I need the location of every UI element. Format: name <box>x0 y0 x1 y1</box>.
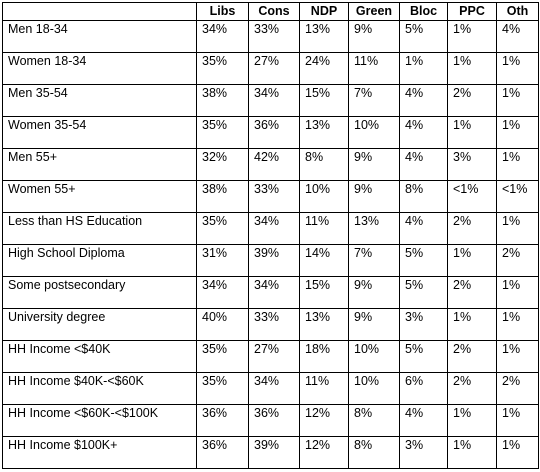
row-label: Women 18-34 <box>3 53 197 85</box>
value-cell: 1% <box>448 245 497 277</box>
value-cell: 33% <box>249 309 300 341</box>
value-cell: 34% <box>249 213 300 245</box>
value-cell: 4% <box>400 405 448 437</box>
value-cell: 9% <box>349 149 400 181</box>
value-cell: 10% <box>349 341 400 373</box>
value-cell: 2% <box>448 213 497 245</box>
value-cell: 18% <box>300 341 349 373</box>
value-cell: 1% <box>448 53 497 85</box>
value-cell: 7% <box>349 85 400 117</box>
column-header: NDP <box>300 3 349 21</box>
table-row <box>3 149 539 181</box>
value-cell: 8% <box>300 149 349 181</box>
value-cell: 8% <box>400 181 448 213</box>
value-cell: 1% <box>497 149 539 181</box>
table-row <box>3 117 539 149</box>
value-cell: 2% <box>448 277 497 309</box>
value-cell: 4% <box>400 213 448 245</box>
value-cell: 5% <box>400 21 448 53</box>
value-cell: 34% <box>249 373 300 405</box>
column-header: Oth <box>497 3 539 21</box>
table-row <box>3 277 539 309</box>
value-cell: 8% <box>349 437 400 469</box>
value-cell: 4% <box>400 149 448 181</box>
row-label: Less than HS Education <box>3 213 197 245</box>
value-cell: 24% <box>300 53 349 85</box>
table-row <box>3 181 539 213</box>
value-cell: 27% <box>249 341 300 373</box>
value-cell: 10% <box>300 181 349 213</box>
value-cell: 15% <box>300 277 349 309</box>
value-cell: 5% <box>400 245 448 277</box>
value-cell: 10% <box>349 373 400 405</box>
value-cell: 12% <box>300 405 349 437</box>
value-cell: 34% <box>249 85 300 117</box>
value-cell: 9% <box>349 309 400 341</box>
value-cell: 1% <box>448 21 497 53</box>
value-cell: 39% <box>249 245 300 277</box>
row-label: Women 55+ <box>3 181 197 213</box>
header-row <box>3 3 539 21</box>
row-label: HH Income $100K+ <box>3 437 197 469</box>
value-cell: 9% <box>349 181 400 213</box>
value-cell: 5% <box>400 341 448 373</box>
value-cell: 35% <box>197 117 249 149</box>
table-body <box>3 21 539 469</box>
value-cell: 8% <box>349 405 400 437</box>
value-cell: 34% <box>249 277 300 309</box>
column-header: Bloc <box>400 3 448 21</box>
value-cell: 35% <box>197 341 249 373</box>
value-cell: 31% <box>197 245 249 277</box>
table-row <box>3 53 539 85</box>
value-cell: 12% <box>300 437 349 469</box>
table-row <box>3 405 539 437</box>
value-cell: 11% <box>349 53 400 85</box>
value-cell: 1% <box>448 437 497 469</box>
value-cell: 36% <box>197 405 249 437</box>
table-row <box>3 341 539 373</box>
value-cell: 39% <box>249 437 300 469</box>
value-cell: 34% <box>197 21 249 53</box>
column-header: PPC <box>448 3 497 21</box>
value-cell: 1% <box>497 405 539 437</box>
value-cell: 1% <box>400 53 448 85</box>
value-cell: 1% <box>497 213 539 245</box>
poll-table <box>2 2 539 469</box>
value-cell: <1% <box>448 181 497 213</box>
value-cell: 32% <box>197 149 249 181</box>
value-cell: 35% <box>197 213 249 245</box>
column-header: Cons <box>249 3 300 21</box>
header-cell-blank <box>3 3 197 21</box>
value-cell: 2% <box>448 373 497 405</box>
value-cell: 1% <box>497 341 539 373</box>
table-row <box>3 213 539 245</box>
value-cell: 9% <box>349 21 400 53</box>
value-cell: 15% <box>300 85 349 117</box>
value-cell: 1% <box>497 85 539 117</box>
column-header: Green <box>349 3 400 21</box>
value-cell: 36% <box>249 117 300 149</box>
value-cell: 1% <box>497 53 539 85</box>
row-label: Women 35-54 <box>3 117 197 149</box>
table-row <box>3 245 539 277</box>
row-label: Men 35-54 <box>3 85 197 117</box>
row-label: Men 18-34 <box>3 21 197 53</box>
value-cell: 6% <box>400 373 448 405</box>
value-cell: 2% <box>497 373 539 405</box>
value-cell: 1% <box>448 117 497 149</box>
table-row <box>3 437 539 469</box>
value-cell: 42% <box>249 149 300 181</box>
row-label: Some postsecondary <box>3 277 197 309</box>
value-cell: 3% <box>400 309 448 341</box>
table-row <box>3 309 539 341</box>
value-cell: 2% <box>448 85 497 117</box>
value-cell: 13% <box>300 309 349 341</box>
value-cell: 13% <box>300 117 349 149</box>
value-cell: 5% <box>400 277 448 309</box>
value-cell: 35% <box>197 53 249 85</box>
value-cell: <1% <box>497 181 539 213</box>
value-cell: 10% <box>349 117 400 149</box>
value-cell: 1% <box>497 437 539 469</box>
value-cell: 14% <box>300 245 349 277</box>
value-cell: 4% <box>400 85 448 117</box>
value-cell: 35% <box>197 373 249 405</box>
row-label: HH Income <$40K <box>3 341 197 373</box>
value-cell: 4% <box>400 117 448 149</box>
value-cell: 7% <box>349 245 400 277</box>
value-cell: 38% <box>197 181 249 213</box>
value-cell: 13% <box>300 21 349 53</box>
table-header <box>3 3 539 21</box>
value-cell: 11% <box>300 213 349 245</box>
row-label: University degree <box>3 309 197 341</box>
value-cell: 3% <box>400 437 448 469</box>
value-cell: 11% <box>300 373 349 405</box>
value-cell: 1% <box>448 309 497 341</box>
value-cell: 40% <box>197 309 249 341</box>
value-cell: 27% <box>249 53 300 85</box>
value-cell: 1% <box>497 309 539 341</box>
row-label: High School Diploma <box>3 245 197 277</box>
value-cell: 36% <box>249 405 300 437</box>
value-cell: 2% <box>448 341 497 373</box>
column-header: Libs <box>197 3 249 21</box>
table-row <box>3 85 539 117</box>
value-cell: 33% <box>249 21 300 53</box>
row-label: HH Income <$60K-<$100K <box>3 405 197 437</box>
value-cell: 36% <box>197 437 249 469</box>
value-cell: 3% <box>448 149 497 181</box>
row-label: Men 55+ <box>3 149 197 181</box>
value-cell: 1% <box>497 277 539 309</box>
value-cell: 34% <box>197 277 249 309</box>
value-cell: 9% <box>349 277 400 309</box>
row-label: HH Income $40K-<$60K <box>3 373 197 405</box>
value-cell: 1% <box>497 117 539 149</box>
value-cell: 13% <box>349 213 400 245</box>
value-cell: 33% <box>249 181 300 213</box>
table-row <box>3 373 539 405</box>
table-row <box>3 21 539 53</box>
value-cell: 1% <box>448 405 497 437</box>
value-cell: 38% <box>197 85 249 117</box>
value-cell: 4% <box>497 21 539 53</box>
value-cell: 2% <box>497 245 539 277</box>
